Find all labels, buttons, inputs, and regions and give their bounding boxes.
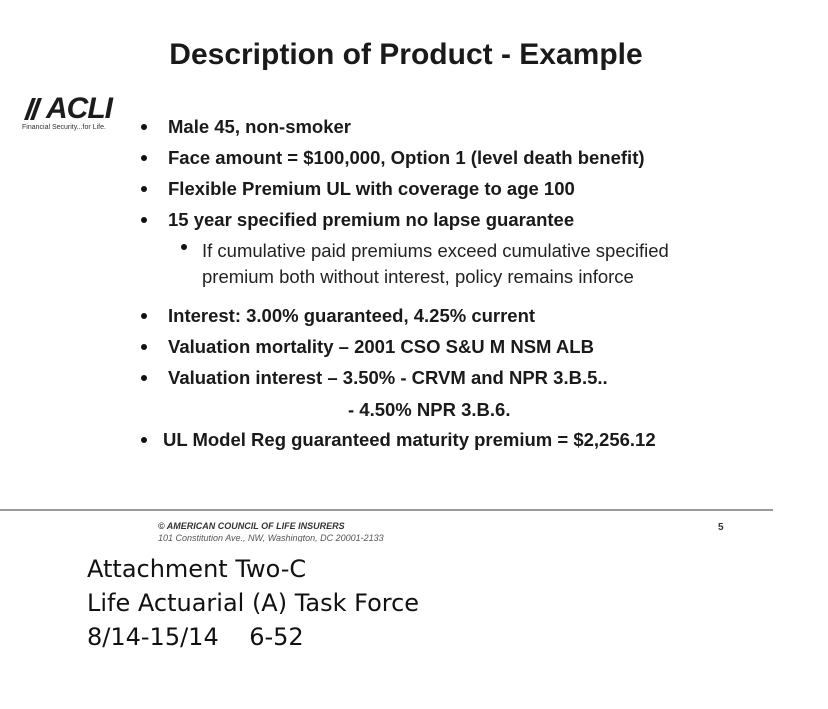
bullet-item: Male 45, non-smoker bbox=[168, 116, 352, 137]
sub-bullet-dot bbox=[181, 244, 187, 250]
bullet-dot bbox=[141, 375, 147, 381]
bullet-item: Valuation mortality – 2001 CSO S&U M NSM ALB bbox=[168, 336, 594, 357]
date-page-label: 8/14-15/14 6-52 bbox=[87, 623, 304, 651]
bullet-dot bbox=[141, 437, 147, 443]
bullet-dot bbox=[141, 155, 147, 161]
logo-wordmark: ACLI bbox=[46, 92, 112, 125]
bullet-item: Flexible Premium UL with coverage to age 100 bbox=[168, 178, 575, 199]
bullet-dot bbox=[141, 344, 147, 350]
sub-bullet-line: If cumulative paid premiums exceed cumulative specified bbox=[202, 240, 669, 261]
footer-copyright: © AMERICAN COUNCIL OF LIFE INSURERS bbox=[158, 521, 345, 531]
task-force-label: Life Actuarial (A) Task Force bbox=[87, 589, 420, 617]
footer-address: 101 Constitution Ave., NW, Washington, DC 20001-2133 bbox=[158, 533, 384, 542]
slide-title: Description of Product - Example bbox=[169, 38, 643, 71]
bullet-dot bbox=[141, 313, 147, 319]
logo-tagline: Financial Security...for Life. bbox=[22, 124, 106, 131]
bullet-item: Valuation interest – 3.50% - CRVM and NPR 3.B.5.. bbox=[168, 367, 608, 388]
bullet-item: 15 year specified premium no lapse guarantee bbox=[168, 209, 575, 230]
bullet-dot bbox=[141, 217, 147, 223]
footer-divider bbox=[0, 509, 773, 511]
sub-bullet-line: premium both without interest, policy remains inforce bbox=[202, 266, 634, 287]
bullet-dot bbox=[141, 186, 147, 192]
bullet-item: Interest: 3.00% guaranteed, 4.25% current bbox=[168, 305, 536, 326]
bullet-continuation: - 4.50% NPR 3.B.6. bbox=[348, 399, 511, 420]
bullet-item: UL Model Reg guaranteed maturity premium = $2,256.12 bbox=[163, 429, 656, 450]
page-number: 5 bbox=[718, 522, 724, 533]
bullet-item: Face amount = $100,000, Option 1 (level death benefit) bbox=[168, 147, 645, 168]
bullet-dot bbox=[141, 124, 147, 130]
attachment-label: Attachment Two-C bbox=[87, 555, 307, 583]
